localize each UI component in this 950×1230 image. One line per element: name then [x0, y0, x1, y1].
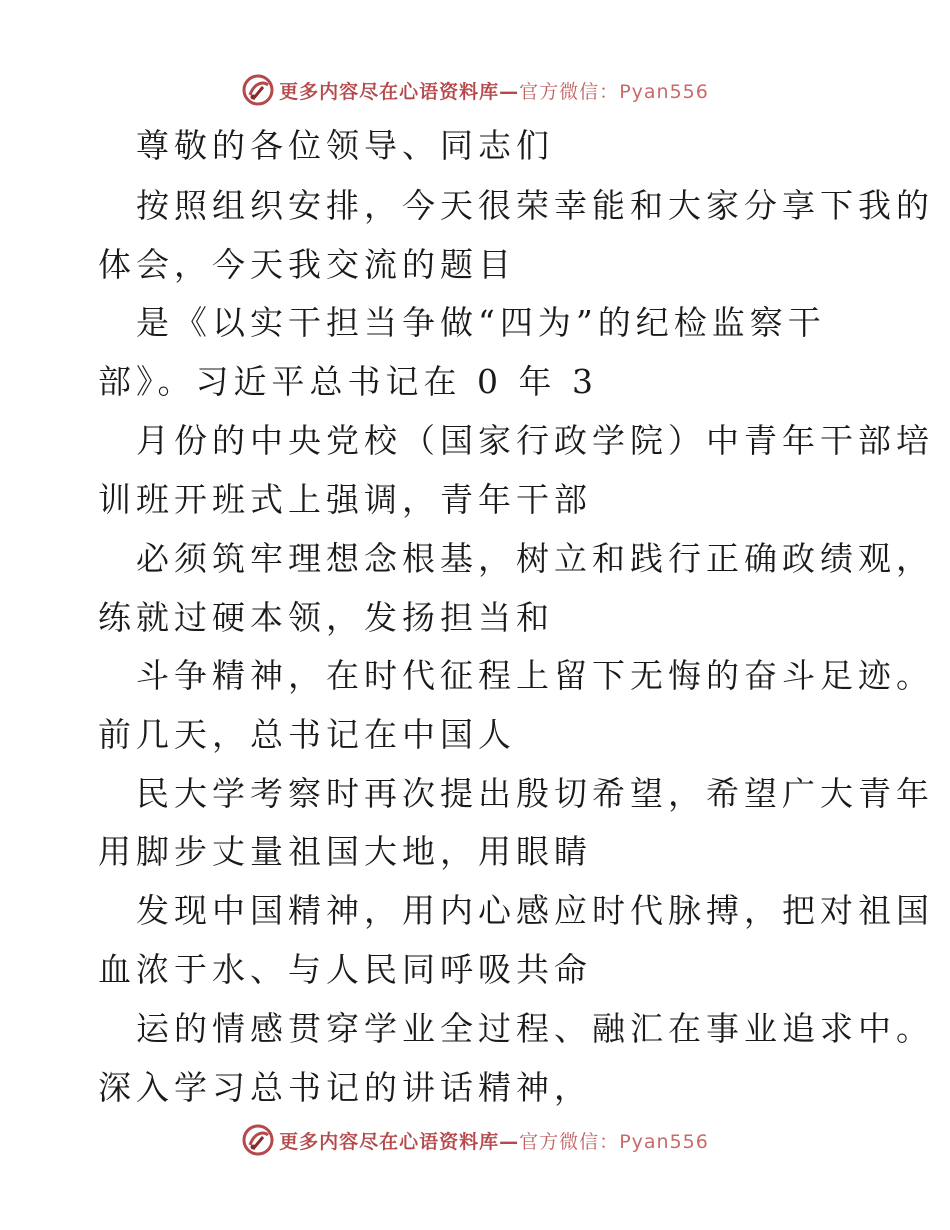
doc-line-13: 用脚步丈量祖国大地，用眼睛 [98, 832, 592, 871]
doc-line-12: 民大学考察时再次提出殷切希望，希望广大青年 [136, 774, 934, 813]
footer-separator: — [499, 1130, 520, 1153]
doc-line-11: 前几天，总书记在中国人 [98, 715, 516, 754]
footer-wechat-label: 官方微信： [519, 1130, 620, 1153]
doc-line-16: 运的情感贯穿学业全过程、融汇在事业追求中。 [136, 1009, 934, 1048]
doc-line-10: 斗争精神，在时代征程上留下无悔的奋斗足迹。 [136, 656, 934, 695]
header-wechat-label: 官方微信： [519, 80, 620, 103]
header-separator: — [499, 80, 520, 103]
footer-site-text: 更多内容尽在心语资料库 [279, 1130, 500, 1153]
doc-line-7: 训班开班式上强调，青年干部 [98, 480, 592, 519]
doc-line-15: 血浓于水、与人民同呼吸共命 [98, 950, 592, 989]
doc-line-2: 按照组织安排，今天很荣幸能和大家分享下我的 [136, 186, 934, 225]
footer-banner [0, 1120, 950, 1160]
doc-line-14: 发现中国精神，用内心感应时代脉搏，把对祖国 [136, 891, 934, 930]
pen-swirl-logo-icon [241, 1123, 275, 1157]
doc-line-3: 体会，今天我交流的题目 [98, 245, 516, 284]
doc-line-1: 尊敬的各位领导、同志们 [136, 126, 554, 165]
footer-text [279, 1127, 709, 1154]
doc-line-9: 练就过硬本领，发扬担当和 [98, 598, 554, 637]
doc-line-8: 必须筑牢理想念根基，树立和践行正确政绩观， [136, 539, 934, 578]
footer-wechat-id: Pyan556 [619, 1130, 709, 1153]
doc-line-4: 是《以实干担当争做“四为”的纪检监察干 [136, 303, 826, 342]
doc-line-17: 深入学习总书记的讲话精神， [98, 1068, 592, 1107]
header-site-text: 更多内容尽在心语资料库 [279, 80, 500, 103]
header-wechat-id: Pyan556 [619, 80, 709, 103]
doc-line-6: 月份的中央党校（国家行政学院）中青年干部培 [136, 421, 934, 460]
doc-line-5: 部》。习近平总书记在 0 年 3 [98, 362, 598, 401]
